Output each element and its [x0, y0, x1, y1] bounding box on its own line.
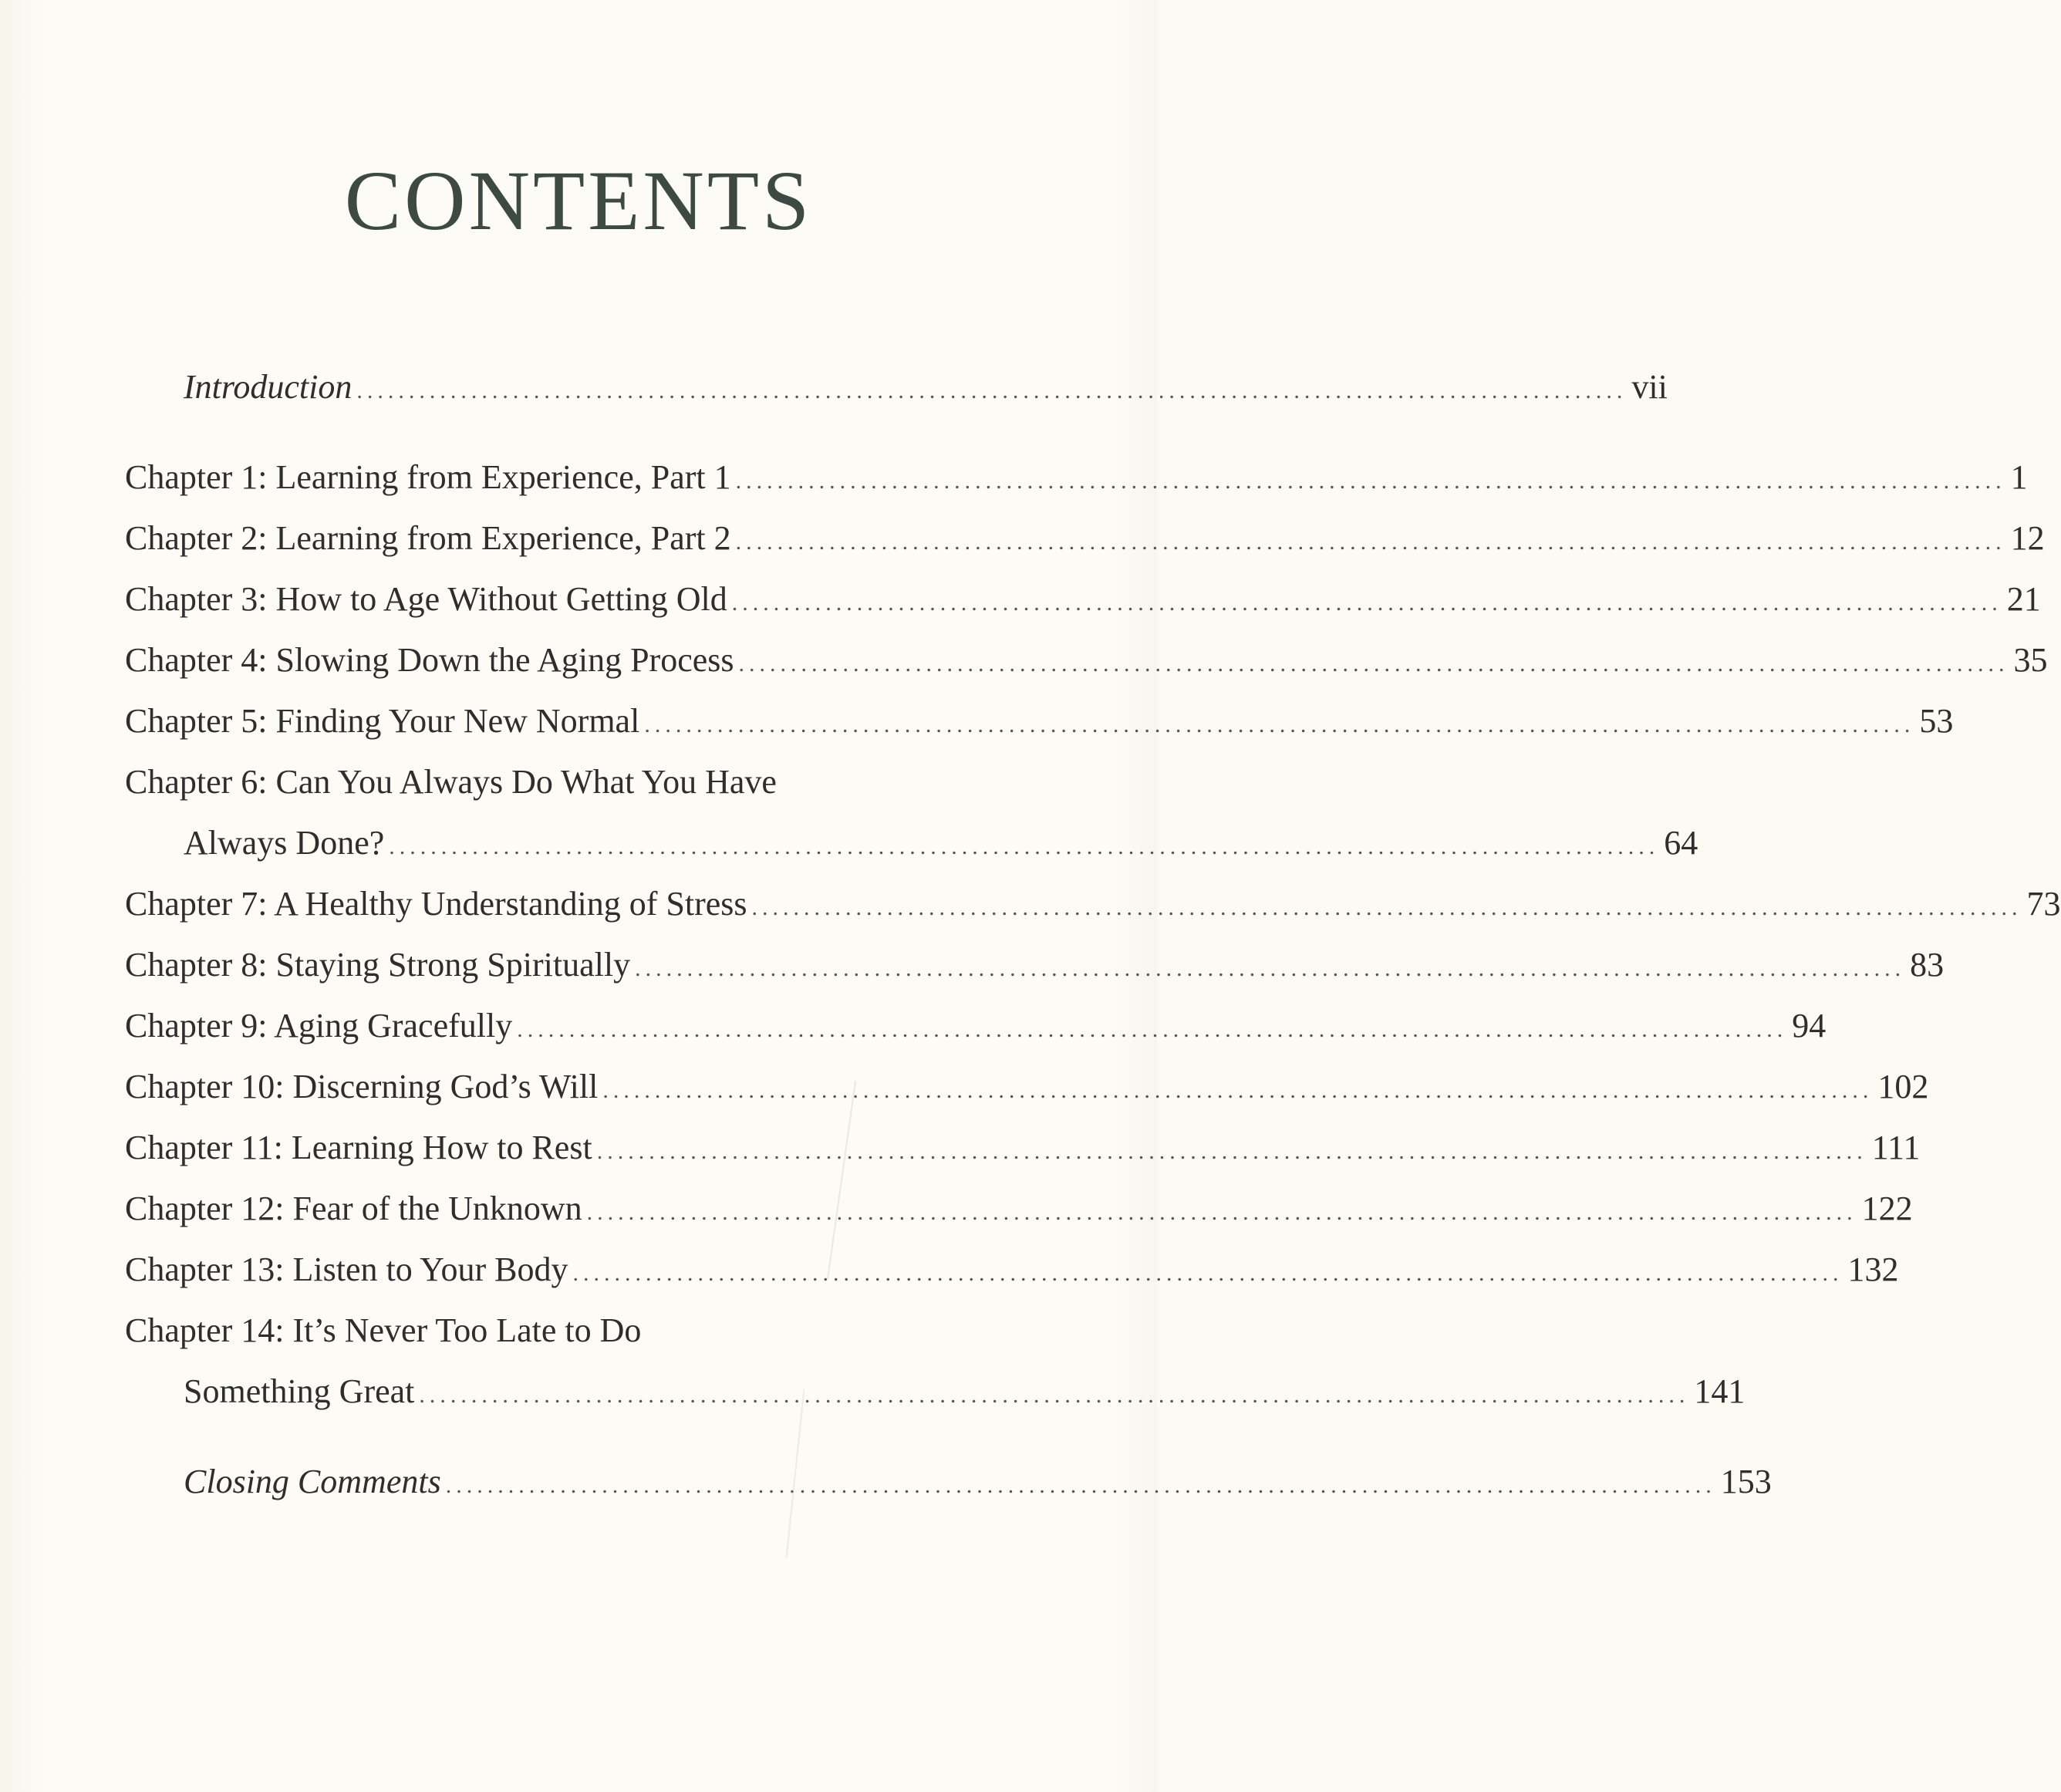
toc-entry-chapter-6-line-2: [125, 812, 1698, 873]
toc-entry-chapter-12: [125, 1178, 1913, 1239]
toc-entry-label: Chapter 11: Learning How to Rest: [125, 1129, 592, 1166]
dot-leader: ..........................................................................................................................: [586, 1200, 1857, 1225]
toc-entry-label-continued: Something Great: [184, 1372, 415, 1410]
toc-entry-chapter-8: [125, 934, 1945, 995]
toc-entry-page: 141: [1694, 1372, 1746, 1410]
dot-leader: ..........................................................................................................................: [635, 956, 1906, 981]
toc-entry-page: 64: [1664, 824, 1698, 862]
toc-entry-label: Introduction: [184, 368, 352, 406]
toc-entry-page: 12: [2010, 519, 2045, 557]
toc-entry-page: 111: [1871, 1129, 1921, 1166]
toc-entry-chapter-5: [125, 690, 1954, 751]
dot-leader: ..........................................................................................................................: [738, 651, 2009, 677]
toc-entry-label: Chapter 6: Can You Always Do What You Have: [125, 763, 777, 801]
toc-entry-label: Chapter 10: Discerning God’s Will: [125, 1068, 599, 1105]
dot-leader: ..........................................................................................................................: [517, 1017, 1788, 1042]
toc-entry-page: 83: [1910, 946, 1945, 984]
toc-entry-introduction: [125, 356, 1668, 417]
toc-entry-closing-comments: [125, 1451, 1772, 1512]
dot-leader: ..........................................................................................................................: [751, 895, 2022, 920]
spacer: [125, 417, 997, 447]
dot-leader: ..........................................................................................................................: [602, 1078, 1874, 1103]
toc-entry-page: 153: [1720, 1463, 1772, 1500]
toc-entry-chapter-2: [125, 508, 2045, 569]
toc-entry-page: 35: [2013, 641, 2048, 679]
toc-entry-label: Chapter 2: Learning from Experience, Part 2: [125, 519, 731, 557]
dot-leader: ..........................................................................................................................: [419, 1382, 1690, 1408]
dot-leader: ..........................................................................................................................: [735, 468, 2006, 494]
toc-entry-label: Chapter 12: Fear of the Unknown: [125, 1190, 582, 1227]
toc-entry-chapter-11: [125, 1117, 1921, 1178]
spacer: [125, 1422, 997, 1451]
toc-entry-page: 132: [1847, 1250, 1899, 1288]
toc-entry-page: 94: [1792, 1007, 1827, 1044]
toc-entry-page: 21: [2006, 580, 2041, 618]
toc-entry-chapter-3: [125, 569, 2041, 629]
toc-entry-label: Chapter 1: Learning from Experience, Part 1: [125, 458, 731, 496]
toc-entry-page: 1: [2010, 458, 2028, 496]
dot-leader: ..........................................................................................................................: [596, 1139, 1867, 1164]
dot-leader: ..........................................................................................................................: [356, 378, 1628, 403]
toc-entry-page: 122: [1861, 1190, 1913, 1227]
page-title: CONTENTS: [344, 154, 813, 248]
dot-leader: ..........................................................................................................................: [644, 712, 1915, 737]
toc-entry-chapter-4: [125, 629, 2048, 690]
toc-entry-label-continued: Always Done?: [184, 824, 385, 862]
dot-leader: ..........................................................................................................................: [389, 834, 1660, 859]
toc-entry-label: Chapter 14: It’s Never Too Late to Do: [125, 1311, 642, 1349]
toc-entry-page: vii: [1631, 368, 1668, 406]
toc-entry-chapter-7: [125, 873, 2061, 934]
toc-entry-label: Chapter 5: Finding Your New Normal: [125, 702, 640, 740]
toc-entry-label: Closing Comments: [184, 1463, 441, 1500]
toc-entry-label: Chapter 4: Slowing Down the Aging Process: [125, 641, 734, 679]
dot-leader: ..........................................................................................................................: [731, 590, 2002, 616]
dot-leader: ..........................................................................................................................: [735, 529, 2006, 555]
toc-entry-page: 73: [2026, 885, 2061, 923]
dot-leader: ..........................................................................................................................: [572, 1260, 1843, 1286]
toc-entry-chapter-6-line-1: [125, 751, 997, 812]
toc-entry-label: Chapter 8: Staying Strong Spiritually: [125, 946, 631, 984]
toc-entry-chapter-13: [125, 1239, 1899, 1300]
toc-entry-page: 53: [1919, 702, 1954, 740]
table-of-contents: [125, 356, 2061, 1512]
toc-entry-label: Chapter 7: A Healthy Understanding of Stress: [125, 885, 747, 923]
toc-entry-chapter-14-line-1: [125, 1300, 997, 1361]
toc-entry-chapter-9: [125, 995, 1827, 1056]
toc-entry-label: Chapter 3: How to Age Without Getting Old: [125, 580, 727, 618]
toc-entry-chapter-14-line-2: [125, 1361, 1746, 1422]
toc-entry-label: Chapter 13: Listen to Your Body: [125, 1250, 568, 1288]
toc-entry-chapter-10: [125, 1056, 1929, 1117]
dot-leader: ..........................................................................................................................: [445, 1473, 1716, 1498]
toc-entry-label: Chapter 9: Aging Gracefully: [125, 1007, 513, 1044]
toc-entry-chapter-1: [125, 447, 2028, 508]
toc-entry-page: 102: [1877, 1068, 1929, 1105]
